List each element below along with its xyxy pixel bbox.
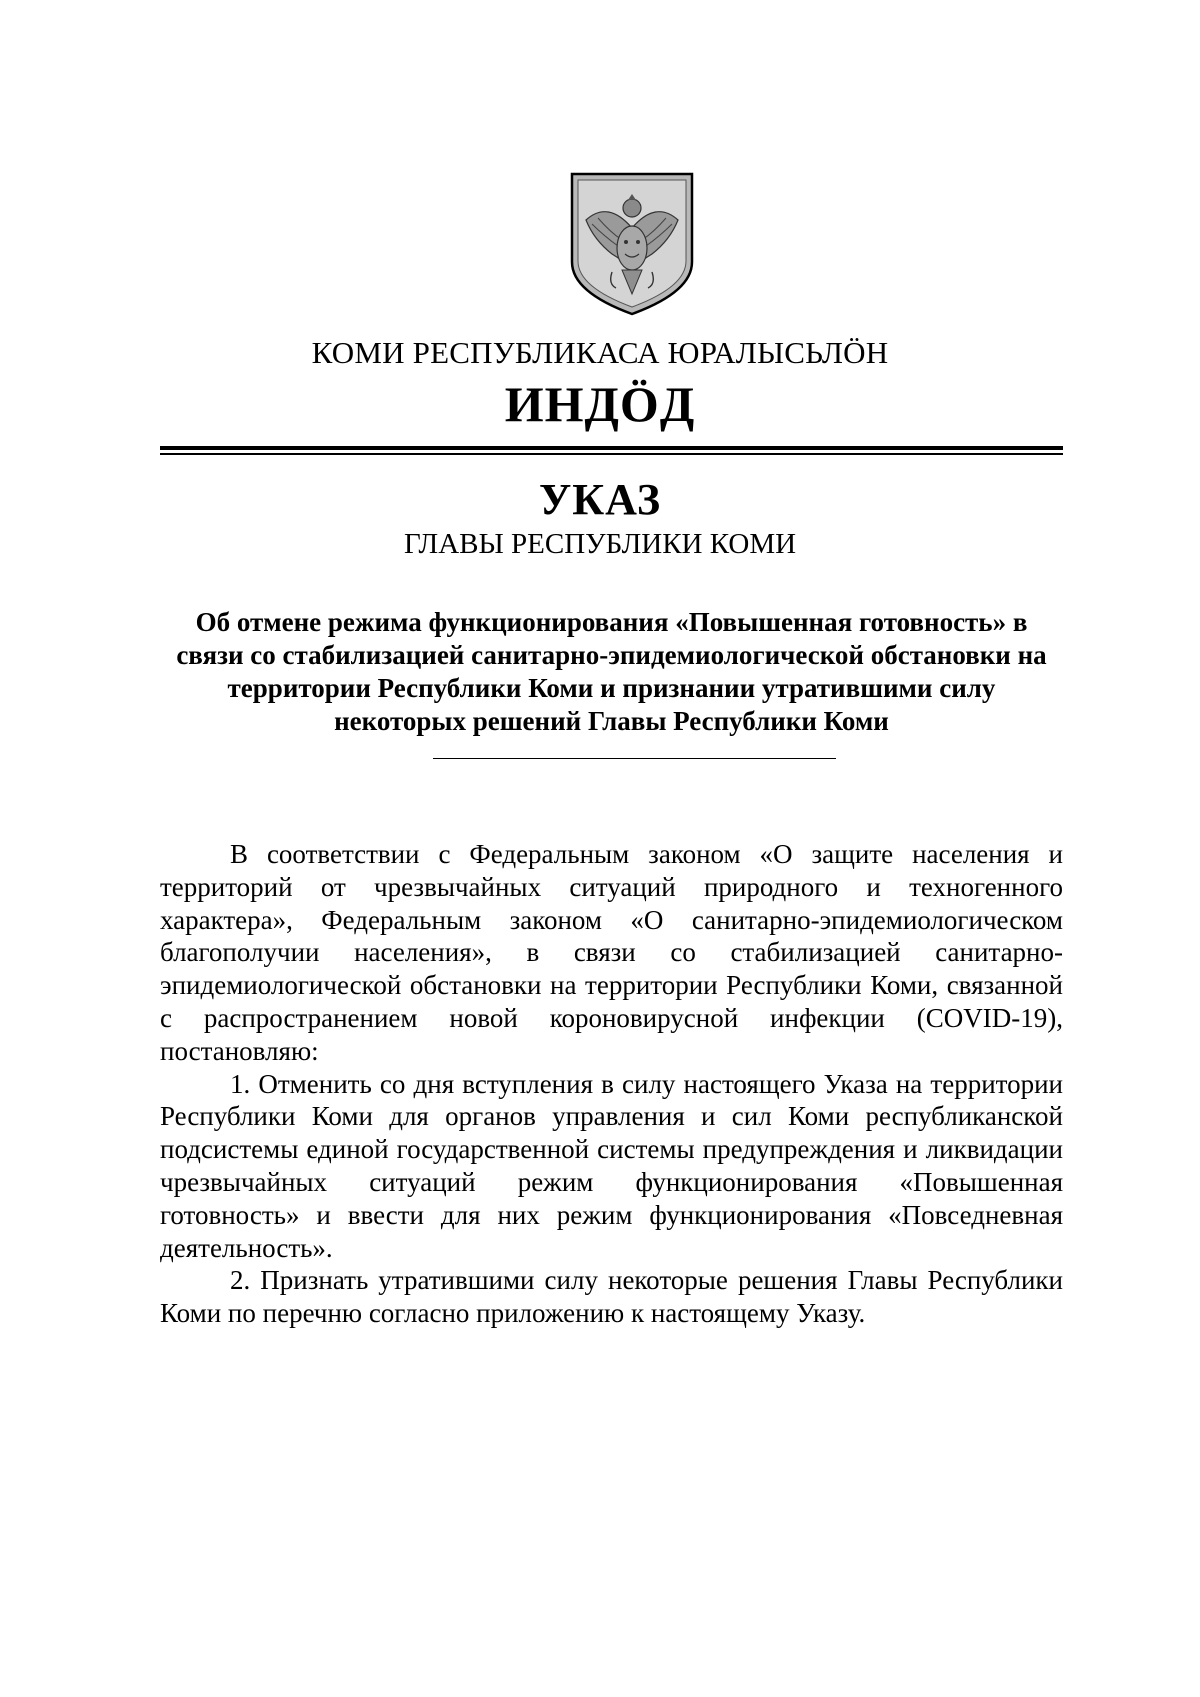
decree-title-line: некоторых решений Главы Республики Коми: [334, 706, 889, 736]
decree-word-komi: ИНДӦД: [504, 376, 696, 432]
decree-title-line: территории Республики Коми и признании утратившими силу: [227, 673, 996, 703]
org-name-komi: КОМИ РЕСПУБЛИКАСА ЮРАЛЫСЬЛӦН: [311, 335, 889, 370]
decree-title-line: связи со стабилизацией санитарно-эпидемиологической обстановки на: [176, 640, 1047, 670]
komi-coat-of-arms-icon: [568, 170, 696, 318]
decree-word: УКАЗ: [538, 475, 662, 524]
header-rule-thick: [160, 446, 1063, 450]
title-underline: [433, 758, 836, 759]
issuer-line: ГЛАВЫ РЕСПУБЛИКИ КОМИ: [403, 528, 797, 560]
decree-title: [160, 606, 1063, 738]
header-rule-thin: [160, 453, 1063, 455]
decree-body: [160, 838, 1063, 1330]
body-paragraph-preamble: В соответствии с Федеральным законом «О защите населения и территорий от чрезвычайных ситуаций природного и техногенного характера», Федеральным законом «О санитарно-эпидемиологическом благополучии населения», в связи со стабилизацией санитарно-эпидемиологической обстановки на территории Республики Коми, связанной с распространением новой короновирусной инфекции (COVID-19), постановляю:: [160, 839, 1063, 1066]
decree-title-line: Об отмене режима функционирования «Повышенная готовность» в: [195, 607, 1028, 637]
body-paragraph-item-1: 1. Отменить со дня вступления в силу настоящего Указа на территории Республики Коми для органов управления и сил Коми республиканской подсистемы единой государственной системы предупреждения и ликвидации чрезвычайных ситуаций режим функционирования «Повышенная готовность» и ввести для них режим функционирования «Повседневная деятельность».: [160, 1068, 1063, 1263]
body-paragraph-item-2: 2. Признать утратившими силу некоторые решения Главы Республики Коми по перечню согласно приложению к настоящему Указу.: [160, 1265, 1063, 1329]
